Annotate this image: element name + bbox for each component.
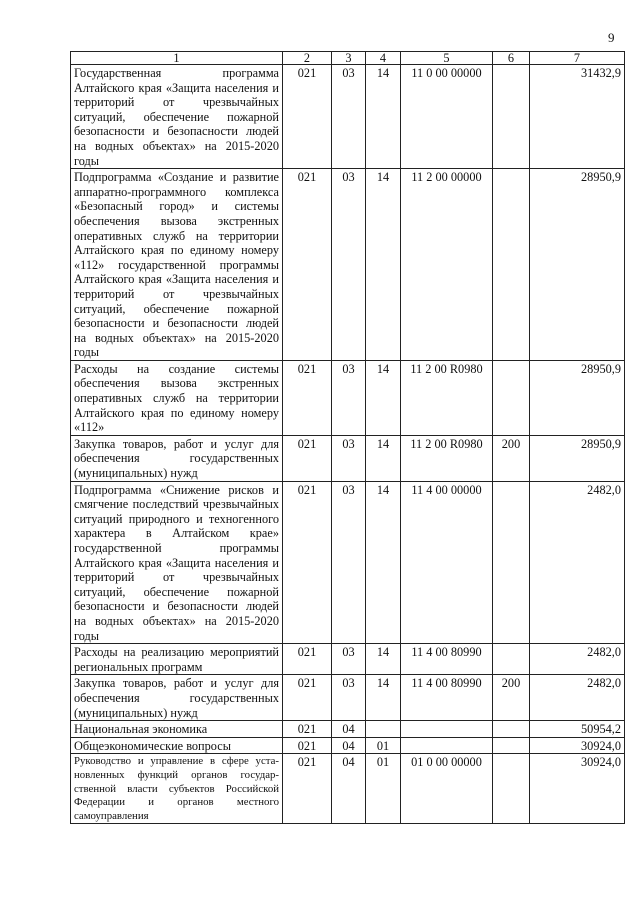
- ministry-code: 021: [283, 360, 332, 435]
- expense-name: Расходы на реализацию мероприятий региональных программ: [71, 644, 283, 675]
- ministry-code: 021: [283, 481, 332, 644]
- table-row: [71, 754, 625, 824]
- subsection-code: 14: [366, 644, 401, 675]
- target-article-code: [401, 721, 493, 738]
- ministry-code: 021: [283, 754, 332, 824]
- section-code: 04: [332, 721, 366, 738]
- subsection-code: 01: [366, 737, 401, 754]
- column-number: 6: [493, 52, 530, 65]
- ministry-code: 021: [283, 644, 332, 675]
- amount: 30924,0: [530, 737, 625, 754]
- ministry-code: 021: [283, 737, 332, 754]
- page-number: 9: [608, 30, 615, 45]
- target-article-code: 11 2 00 R0980: [401, 360, 493, 435]
- amount: 28950,9: [530, 435, 625, 481]
- subsection-code: 14: [366, 435, 401, 481]
- section-code: 03: [332, 360, 366, 435]
- expense-name: Государственная программа Алтайского края «Защита населения и территорий от чрезвычайных ситуаций, обеспечение пожарной безопасности и безопасности людей на водных объектах» на 2015-2020 годы: [71, 65, 283, 169]
- section-code: 03: [332, 481, 366, 644]
- ministry-code: 021: [283, 169, 332, 361]
- section-code: 03: [332, 675, 366, 721]
- target-article-code: [401, 737, 493, 754]
- target-article-code: 11 2 00 00000: [401, 169, 493, 361]
- budget-table: [70, 51, 625, 824]
- expense-type-code: [493, 360, 530, 435]
- expense-name: Закупка товаров, работ и услуг для обеспечения государственных (муниципальных) нужд: [71, 675, 283, 721]
- section-code: 03: [332, 169, 366, 361]
- ministry-code: 021: [283, 65, 332, 169]
- expense-type-code: 200: [493, 675, 530, 721]
- expense-type-code: 200: [493, 435, 530, 481]
- column-number: 3: [332, 52, 366, 65]
- subsection-code: 14: [366, 65, 401, 169]
- section-code: 03: [332, 644, 366, 675]
- amount: 2482,0: [530, 481, 625, 644]
- column-number: 4: [366, 52, 401, 65]
- amount: 30924,0: [530, 754, 625, 824]
- target-article-code: 11 4 00 80990: [401, 644, 493, 675]
- subsection-code: 14: [366, 360, 401, 435]
- table-row: [71, 644, 625, 675]
- expense-name: Расходы на создание системы обеспечения вызова экстренных оперативных служб на территории Алтайского края по единому номеру «112»: [71, 360, 283, 435]
- table-row: [71, 169, 625, 361]
- expense-name: Общеэкономические вопросы: [71, 737, 283, 754]
- ministry-code: 021: [283, 721, 332, 738]
- section-code: 03: [332, 65, 366, 169]
- expense-name: Закупка товаров, работ и услуг для обеспечения государственных (муниципальных) нужд: [71, 435, 283, 481]
- subsection-code: 14: [366, 169, 401, 361]
- table-row: [71, 435, 625, 481]
- amount: 2482,0: [530, 675, 625, 721]
- table-body: [71, 52, 625, 824]
- column-number-row: [71, 52, 625, 65]
- amount: 28950,9: [530, 360, 625, 435]
- expense-type-code: [493, 481, 530, 644]
- column-number: 5: [401, 52, 493, 65]
- expense-name: Подпрограмма «Снижение рисков и смягчение последствий чрезвычайных ситуаций природного и техногенного характера в Алтайском крае» государственной программы Алтайского края «Защита населения и территорий от чрезвычайных ситуаций, обеспечение пожарной безопасности и безопасности людей на водных объектах» на 2015-2020 годы: [71, 481, 283, 644]
- subsection-code: 14: [366, 481, 401, 644]
- column-number: 7: [530, 52, 625, 65]
- amount: 50954,2: [530, 721, 625, 738]
- expense-type-code: [493, 169, 530, 361]
- expense-type-code: [493, 644, 530, 675]
- expense-name: Руководство и управление в сфере установленных функций органов государственной власти субъектов Российской Федерации и органов местного самоуправления: [71, 754, 283, 824]
- column-number: 1: [71, 52, 283, 65]
- ministry-code: 021: [283, 435, 332, 481]
- section-code: 04: [332, 754, 366, 824]
- table-row: [71, 737, 625, 754]
- expense-type-code: [493, 737, 530, 754]
- subsection-code: [366, 721, 401, 738]
- section-code: 04: [332, 737, 366, 754]
- table-row: [71, 721, 625, 738]
- column-number: 2: [283, 52, 332, 65]
- expense-name: Национальная экономика: [71, 721, 283, 738]
- target-article-code: 11 2 00 R0980: [401, 435, 493, 481]
- expense-type-code: [493, 754, 530, 824]
- expense-type-code: [493, 721, 530, 738]
- subsection-code: 01: [366, 754, 401, 824]
- target-article-code: 11 4 00 80990: [401, 675, 493, 721]
- table-row: [71, 481, 625, 644]
- expense-name: Подпрограмма «Создание и развитие аппаратно-программного комплекса «Безопасный город» и системы обеспечения вызова экстренных оперативных служб на территории Алтайского края по единому номеру «112» государственной программы Алтайского края «Защита населения и территорий от чрезвычайных ситуаций, обеспечение пожарной безопасности и безопасности людей на водных объектах» на 2015-2020 годы: [71, 169, 283, 361]
- expense-type-code: [493, 65, 530, 169]
- subsection-code: 14: [366, 675, 401, 721]
- target-article-code: 11 0 00 00000: [401, 65, 493, 169]
- amount: 28950,9: [530, 169, 625, 361]
- ministry-code: 021: [283, 675, 332, 721]
- table-row: [71, 675, 625, 721]
- amount: 2482,0: [530, 644, 625, 675]
- table-row: [71, 360, 625, 435]
- target-article-code: 01 0 00 00000: [401, 754, 493, 824]
- section-code: 03: [332, 435, 366, 481]
- table-row: [71, 65, 625, 169]
- target-article-code: 11 4 00 00000: [401, 481, 493, 644]
- amount: 31432,9: [530, 65, 625, 169]
